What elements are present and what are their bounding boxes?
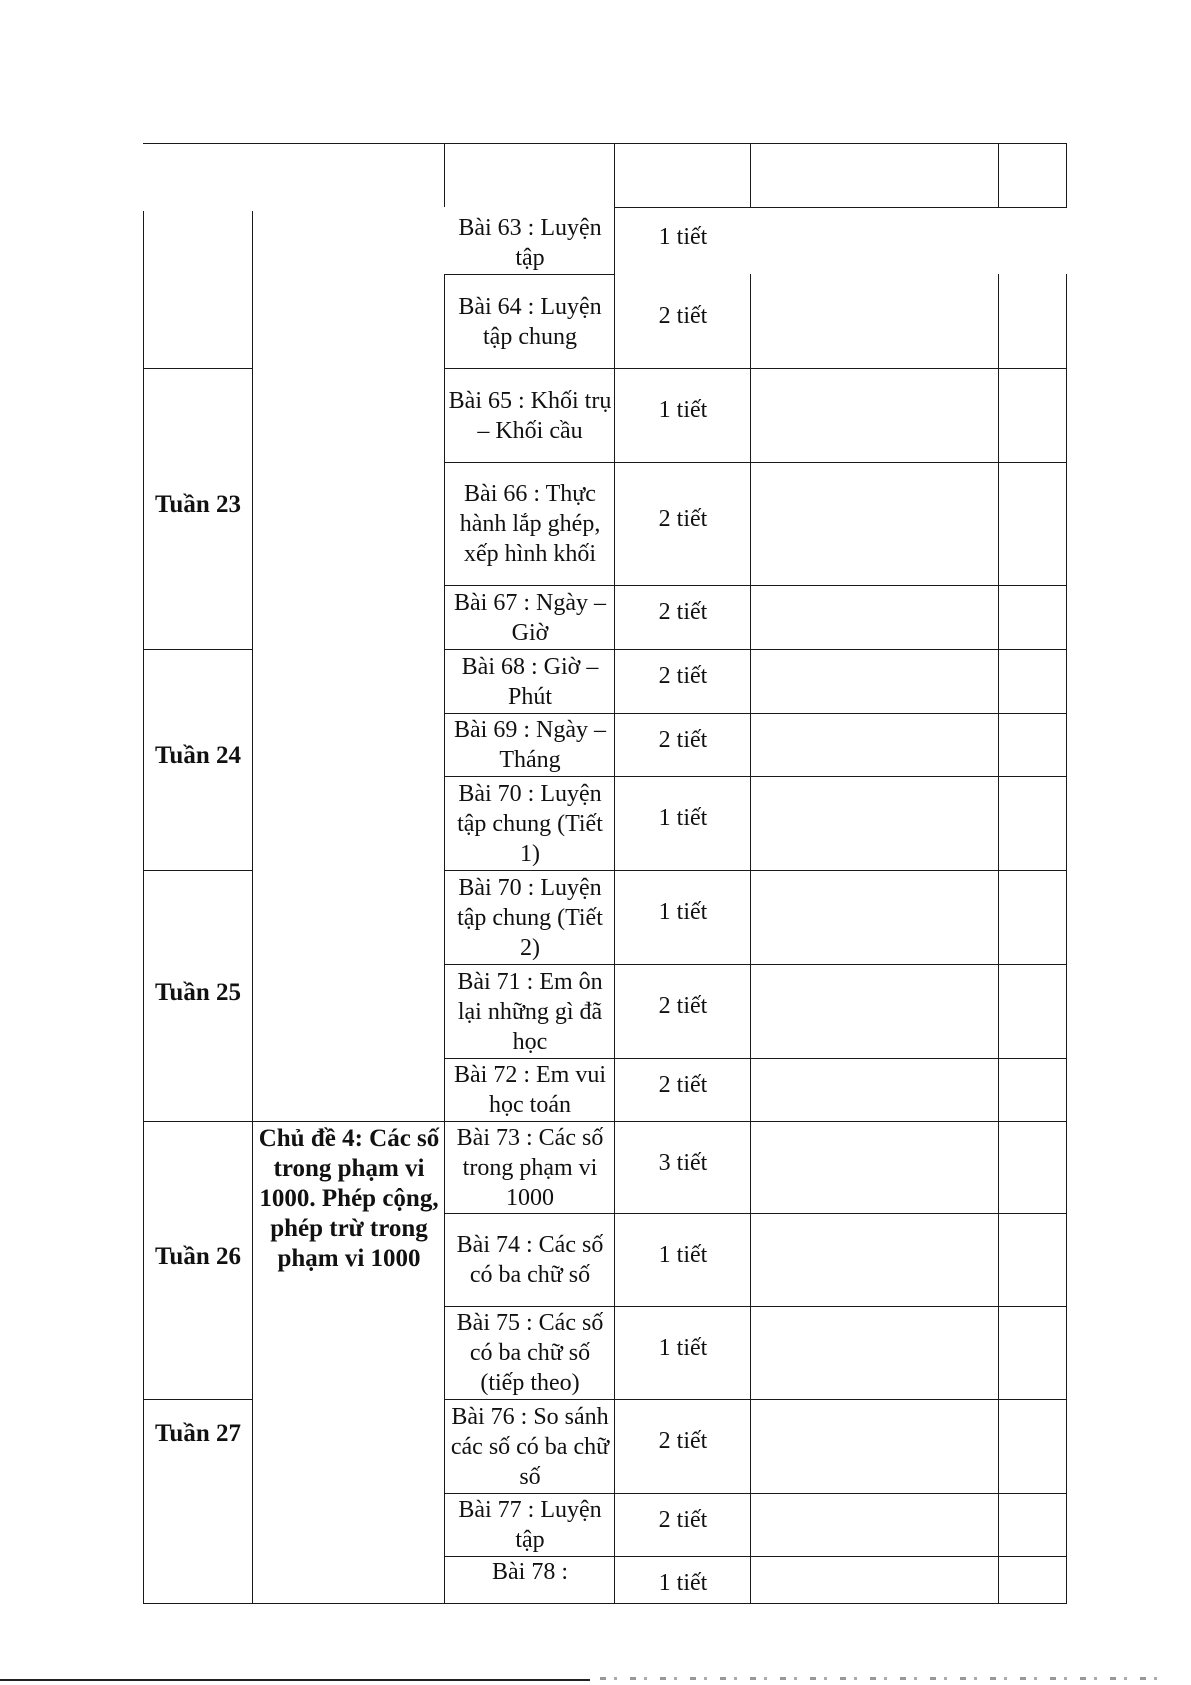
duration-cell: 1 tiết [658, 1242, 708, 1268]
lesson-cell: Bài 78 : [492, 1559, 568, 1585]
footer-scan-artifact [600, 1677, 1160, 1680]
col-rule-notes-right [998, 274, 999, 1604]
week-cell: Tuần 24 [155, 742, 241, 769]
col-rule-week-right [252, 211, 253, 1604]
lesson-cell: Bài 72 : Em vui học toán [454, 1062, 606, 1118]
lesson-cell: Bài 69 : Ngày – Tháng [454, 717, 606, 773]
lesson-cell: Bài 77 : Luyện tập [458, 1497, 602, 1553]
lesson-cell: Bài 70 : Luyện tập chung (Tiết 2) [457, 874, 603, 961]
col-rule-table-right [1066, 274, 1067, 1604]
lesson-cell: Bài 65 : Khối trụ – Khối cầu [448, 387, 612, 444]
duration-cell: 2 tiết [658, 663, 708, 689]
row-rule [143, 870, 253, 871]
col-rule-topic-right [444, 274, 445, 1604]
duration-cell: 2 tiết [658, 599, 708, 625]
duration-cell: 2 tiết [658, 727, 708, 753]
lesson-cell: Bài 67 : Ngày – Giờ [454, 589, 606, 646]
row-rule [143, 649, 253, 650]
col-rule-topic-right [444, 143, 445, 207]
lesson-cell: Bài 63 : Luyện tập [458, 215, 602, 271]
duration-cell: 2 tiết [658, 1428, 708, 1454]
footer-rule [0, 1679, 590, 1681]
duration-cell: 2 tiết [658, 506, 708, 532]
row-rule [143, 368, 253, 369]
lesson-cell: Bài 76 : So sánh các số có ba chữ số [450, 1403, 610, 1490]
duration-cell: 1 tiết [658, 1335, 708, 1361]
row-rule [143, 1399, 253, 1400]
lesson-cell: Bài 66 : Thực hành lắp ghép, xếp hình khối [459, 481, 601, 567]
table-bottom-rule [143, 1603, 1067, 1604]
duration-cell: 2 tiết [658, 993, 708, 1019]
duration-cell: 1 tiết [658, 1570, 708, 1596]
week-cell: Tuần 25 [155, 979, 241, 1006]
lesson-cell: Bài 71 : Em ôn lại những gì đã học [457, 968, 603, 1055]
duration-cell: 1 tiết [658, 397, 708, 423]
col-rule-duration-right [750, 274, 751, 1604]
lesson-cell: Bài 73 : Các số trong phạm vi 1000 [456, 1124, 604, 1211]
lesson-cell: Bài 75 : Các số có ba chữ số (tiếp theo) [456, 1310, 604, 1396]
week-cell: Tuần 26 [155, 1243, 241, 1270]
duration-cell: 1 tiết [658, 805, 708, 831]
lesson-cell: Bài 68 : Giờ – Phút [461, 653, 599, 710]
lesson-cell: Bài 70 : Luyện tập chung (Tiết 1) [457, 780, 603, 867]
header-bottom-rule [615, 207, 1067, 208]
duration-cell: 3 tiết [658, 1150, 708, 1176]
duration-cell: 2 tiết [658, 303, 708, 329]
topic-cell: Chủ đề 4: Các số trong phạm vi 1000. Phép cộng, phép trừ trong phạm vi 1000 [258, 1125, 440, 1272]
week-cell: Tuần 27 [155, 1420, 241, 1447]
lesson-cell: Bài 74 : Các số có ba chữ số [456, 1232, 604, 1288]
duration-cell: 2 tiết [658, 1507, 708, 1533]
col-rule-notes-right [998, 143, 999, 208]
duration-cell: 2 tiết [658, 1072, 708, 1098]
col-rule-table-right [1066, 143, 1067, 208]
table-top-rule [143, 143, 1067, 144]
col-rule-duration-right [750, 143, 751, 208]
duration-cell: 1 tiết [658, 899, 708, 925]
col-rule-week-left [143, 211, 144, 1604]
week-cell: Tuần 23 [155, 491, 241, 518]
lesson-cell: Bài 64 : Luyện tập chung [458, 293, 602, 350]
col-rule-lesson-right [614, 143, 615, 1604]
duration-cell: 1 tiết [658, 224, 708, 250]
